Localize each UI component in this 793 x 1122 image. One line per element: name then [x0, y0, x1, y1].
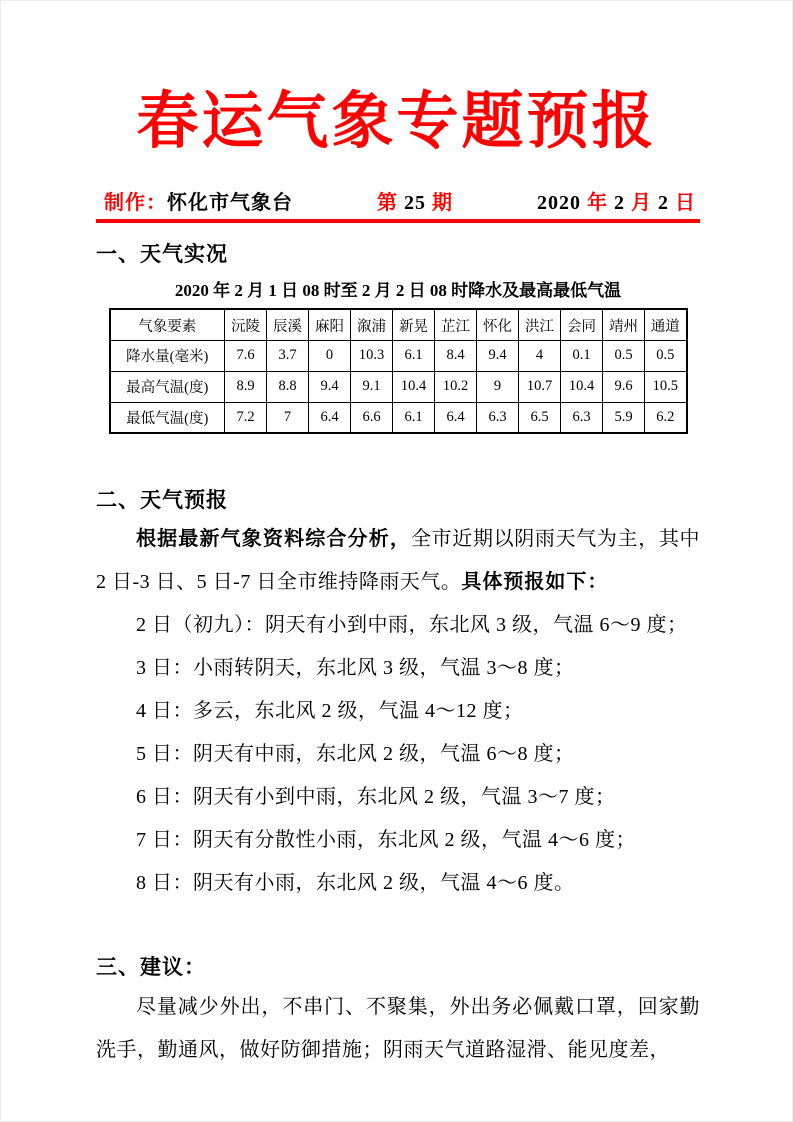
table-cell: 6.6 — [351, 402, 393, 433]
col-header-city: 靖州 — [603, 309, 645, 340]
table-cell: 6.1 — [393, 402, 435, 433]
byline-date — [537, 186, 696, 215]
row-label: 降水量(毫米) — [110, 340, 225, 371]
table-cell: 6.2 — [645, 402, 687, 433]
table-cell: 9.6 — [603, 371, 645, 402]
table-cell: 10.4 — [561, 371, 603, 402]
forecast-line-day5: 5 日：阴天有中雨，东北风 2 级，气温 6～8 度； — [136, 743, 575, 766]
section3-heading: 三、建议： — [96, 955, 206, 980]
forecast-intro-tail: 具体预报如下： — [461, 571, 609, 594]
col-header-city: 芷江 — [435, 309, 477, 340]
row-label: 最低气温(度) — [110, 402, 225, 433]
col-header-city: 辰溪 — [267, 309, 309, 340]
col-header-element: 气象要素 — [110, 309, 225, 340]
col-header-city: 会同 — [561, 309, 603, 340]
col-header-city: 通道 — [645, 309, 687, 340]
forecast-line-day6: 6 日：阴天有小到中雨，东北风 2 级，气温 3～7 度； — [136, 786, 616, 809]
table-cell: 0.5 — [603, 340, 645, 371]
byline-producer — [104, 186, 293, 215]
forecast-intro-lead: 根据最新气象资料综合分析， — [136, 528, 411, 551]
document-title: 春运气象专题预报 — [136, 88, 657, 156]
date-day: 2 — [652, 192, 675, 215]
col-header-city: 沅陵 — [225, 309, 267, 340]
table-cell: 4 — [519, 340, 561, 371]
table-cell: 7.6 — [225, 340, 267, 371]
table-row-min-temp — [110, 402, 687, 433]
table-cell: 9.4 — [477, 340, 519, 371]
table-cell: 6.3 — [477, 402, 519, 433]
producer-label: 制作： — [104, 192, 167, 215]
date-day-unit: 日 — [675, 192, 696, 215]
issue-number: 25 — [398, 192, 432, 215]
table-cell: 0 — [309, 340, 351, 371]
table-cell: 6.5 — [519, 402, 561, 433]
table-row-precipitation — [110, 340, 687, 371]
forecast-line-day8: 8 日：阴天有小雨，东北风 2 级，气温 4～6 度。 — [136, 872, 575, 895]
table-header-row — [110, 309, 687, 340]
table-cell: 6.4 — [435, 402, 477, 433]
table-cell: 10.5 — [645, 371, 687, 402]
table-cell: 9 — [477, 371, 519, 402]
weather-table — [109, 308, 688, 434]
col-header-city: 洪江 — [519, 309, 561, 340]
table-cell: 0.1 — [561, 340, 603, 371]
forecast-line-day4: 4 日：多云，东北风 2 级，气温 4～12 度； — [136, 700, 524, 723]
table-cell: 5.9 — [603, 402, 645, 433]
row-label: 最高气温(度) — [110, 371, 225, 402]
table-cell: 10.4 — [393, 371, 435, 402]
forecast-intro-body: 全市近期以阴雨天气为主，其中 2 日-3 日、5 日-7 日全市维持降雨天气。 — [96, 528, 700, 594]
section1-heading: 一、天气实况 — [96, 242, 228, 267]
table-cell: 10.7 — [519, 371, 561, 402]
forecast-intro — [96, 518, 700, 604]
col-header-city: 怀化 — [477, 309, 519, 340]
issue-suffix: 期 — [432, 192, 453, 215]
date-month: 2 — [608, 192, 631, 215]
byline-issue — [377, 186, 453, 215]
date-month-unit: 月 — [631, 192, 652, 215]
producer-value: 怀化市气象台 — [167, 192, 293, 215]
table-cell: 8.9 — [225, 371, 267, 402]
byline-row — [96, 186, 700, 215]
section2-heading: 二、天气预报 — [96, 488, 228, 513]
forecast-line-day2: 2 日（初九）：阴天有小到中雨，东北风 3 级，气温 6～9 度； — [136, 614, 688, 637]
document-content — [1, 186, 792, 1072]
table-caption: 2020 年 2 月 1 日 08 时至 2 月 2 日 08 时降水及最高最低气温 — [174, 281, 622, 301]
red-divider — [96, 219, 700, 223]
date-year: 2020 — [537, 192, 587, 215]
table-cell: 8.8 — [267, 371, 309, 402]
table-cell: 0.5 — [645, 340, 687, 371]
table-cell: 9.1 — [351, 371, 393, 402]
table-cell: 7 — [267, 402, 309, 433]
issue-prefix: 第 — [377, 192, 398, 215]
daily-forecast-list — [96, 604, 700, 905]
date-year-unit: 年 — [587, 192, 608, 215]
table-cell: 6.1 — [393, 340, 435, 371]
advice-paragraph: 尽量减少外出，不串门、不聚集，外出务必佩戴口罩，回家勤洗手，勤通风，做好防御措施；阴雨天气道路湿滑、能见度差， — [96, 996, 700, 1062]
col-header-city: 溆浦 — [351, 309, 393, 340]
table-cell: 9.4 — [309, 371, 351, 402]
forecast-line-day7: 7 日：阴天有分散性小雨，东北风 2 级，气温 4～6 度； — [136, 829, 636, 852]
table-cell: 6.4 — [309, 402, 351, 433]
table-row-max-temp — [110, 371, 687, 402]
table-cell: 8.4 — [435, 340, 477, 371]
table-cell: 7.2 — [225, 402, 267, 433]
table-cell: 10.2 — [435, 371, 477, 402]
col-header-city: 麻阳 — [309, 309, 351, 340]
forecast-line-day3: 3 日：小雨转阴天，东北风 3 级，气温 3～8 度； — [136, 657, 575, 680]
table-cell: 6.3 — [561, 402, 603, 433]
table-cell: 3.7 — [267, 340, 309, 371]
col-header-city: 新晃 — [393, 309, 435, 340]
table-cell: 10.3 — [351, 340, 393, 371]
